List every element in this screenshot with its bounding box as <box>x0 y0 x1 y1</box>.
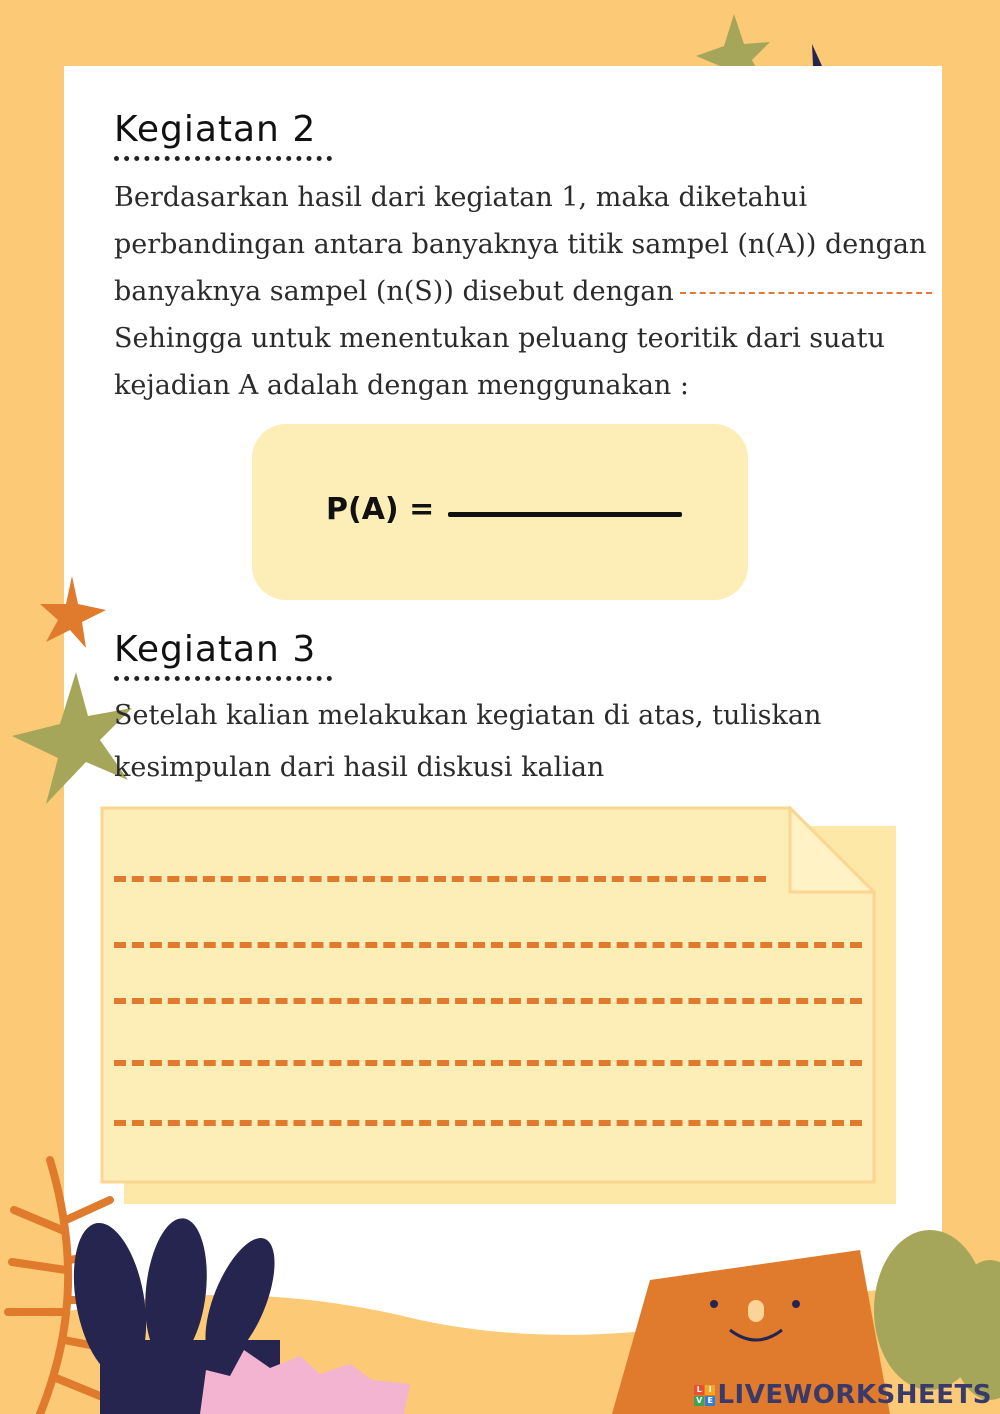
logo-letter: E <box>705 1396 715 1406</box>
kegiatan-2-title: Kegiatan 2 <box>114 109 317 150</box>
formula-label: P(A) = <box>326 492 435 527</box>
answer-line-input[interactable] <box>114 942 862 948</box>
answer-note-paper <box>100 806 876 1184</box>
kegiatan-3-title: Kegiatan 3 <box>114 629 317 670</box>
logo-letter: I <box>705 1385 715 1395</box>
formula-answer-input[interactable] <box>448 512 682 517</box>
paragraph-line: Setelah kalian melakukan kegiatan di atas, tuliskan <box>114 700 822 731</box>
paragraph-line: kejadian A adalah dengan menggunakan : <box>114 370 690 401</box>
orange-star-icon <box>40 576 106 648</box>
title-underline-dots <box>114 156 332 161</box>
answer-blank-input[interactable] <box>680 292 932 294</box>
liveworksheets-watermark <box>694 1380 992 1410</box>
paragraph-line: Sehingga untuk menentukan peluang teoritik dari suatu <box>114 323 885 354</box>
answer-line-input[interactable] <box>114 1060 862 1066</box>
paragraph-line: kesimpulan dari hasil diskusi kalian <box>114 752 605 783</box>
logo-letter: V <box>696 1395 703 1405</box>
title-underline-dots <box>114 676 332 681</box>
logo-letter: L <box>694 1385 704 1395</box>
watermark-text: LIVEWORKSHEETS <box>717 1380 992 1410</box>
answer-line-input[interactable] <box>114 876 766 882</box>
formula-box <box>252 424 748 600</box>
liveworksheets-logo-icon <box>694 1385 715 1406</box>
paragraph-line: perbandingan antara banyaknya titik sampel (n(A)) dengan <box>114 229 927 260</box>
paragraph-line: Berdasarkan hasil dari kegiatan 1, maka diketahui <box>114 182 808 213</box>
paragraph-line: banyaknya sampel (n(S)) disebut dengan <box>114 276 674 307</box>
answer-line-input[interactable] <box>114 998 862 1004</box>
answer-line-input[interactable] <box>114 1120 862 1126</box>
note-shape <box>100 806 876 1184</box>
kegiatan-3-paragraph <box>114 690 944 794</box>
kegiatan-2-paragraph <box>114 174 944 409</box>
